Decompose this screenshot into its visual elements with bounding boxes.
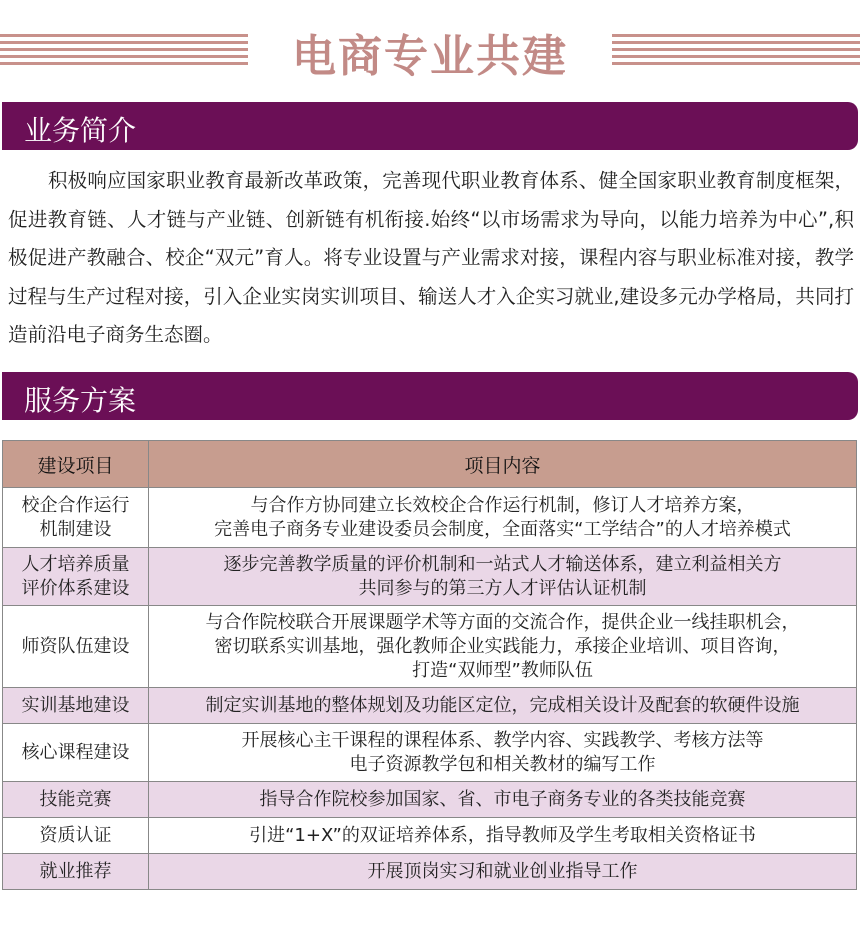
project-name-line: 核心课程建设 (21, 741, 130, 763)
project-content-line: 开展顶岗实习和就业创业指导工作 (367, 860, 638, 882)
project-content-line: 打造“双师型”教师队伍 (412, 659, 593, 681)
project-content-cell (149, 488, 857, 548)
title-bar (0, 16, 860, 86)
project-name-line: 人才培养质量 (21, 553, 130, 575)
project-content-cell (149, 818, 857, 854)
project-name-cell (3, 782, 149, 818)
intro-paragraph: 积极响应国家职业教育最新改革政策，完善现代职业教育体系、健全国家职业教育制度框架，促进教育链、人才链与产业链、创新链有机衔接.始终“以市场需求为导向，以能力培养为中心”,积极促进产教融合、校企“双元”育人。将专业设置与产业需求对接，课程内容与职业标准对接，教学过程与生产过程对接，引入企业实岗实训项目、输送人才入企实习就业,建设多元办学格局，共同打造前沿电子商务生态圈。 (8, 169, 854, 346)
service-section-header (2, 372, 858, 420)
project-content-line: 完善电子商务专业建设委员会制度，全面落实“工学结合”的人才培养模式 (214, 518, 791, 540)
header-content: 项目内容 (149, 441, 857, 488)
project-name-cell (3, 854, 149, 890)
page-title: 电商专业共建 (292, 31, 568, 82)
project-name-cell (3, 548, 149, 606)
project-content-line: 制定实训基地的整体规划及功能区定位，完成相关设计及配套的软硬件设施 (205, 694, 800, 716)
table-row (3, 548, 857, 606)
project-name-line: 校企合作运行 (21, 494, 130, 516)
header-project: 建设项目 (3, 441, 149, 488)
title-decoration-right (612, 34, 860, 66)
project-name-line: 资质认证 (39, 824, 112, 846)
project-name-cell (3, 488, 149, 548)
project-name-line: 就业推荐 (39, 860, 112, 882)
project-content-cell (149, 854, 857, 890)
intro-section-header (2, 102, 858, 150)
service-table (2, 440, 857, 890)
project-name-cell (3, 818, 149, 854)
table-body (3, 488, 857, 890)
project-content-cell (149, 548, 857, 606)
project-name-line: 评价体系建设 (21, 577, 130, 599)
intro-section-title: 业务简介 (24, 114, 137, 147)
project-content-line: 与合作院校联合开展课题学术等方面的交流合作，提供企业一线挂职机会， (205, 611, 800, 633)
table-row (3, 854, 857, 890)
project-name-line: 技能竞赛 (39, 788, 112, 810)
project-content-cell (149, 724, 857, 782)
table-row (3, 606, 857, 688)
project-name-cell (3, 688, 149, 724)
project-content-line: 指导合作院校参加国家、省、市电子商务专业的各类技能竞赛 (259, 788, 746, 810)
project-name-cell (3, 724, 149, 782)
table-row (3, 782, 857, 818)
project-content-cell (149, 688, 857, 724)
project-content-cell (149, 782, 857, 818)
project-content-line: 电子资源教学包和相关教材的编写工作 (349, 753, 656, 775)
project-content-line: 逐步完善教学质量的评价机制和一站式人才输送体系，建立利益相关方 (223, 553, 782, 575)
project-name-line: 实训基地建设 (21, 694, 130, 716)
table-row (3, 818, 857, 854)
project-content-line: 开展核心主干课程的课程体系、教学内容、实践教学、考核方法等 (241, 729, 764, 751)
project-name-line: 机制建设 (39, 518, 112, 540)
project-name-cell (3, 606, 149, 688)
project-content-line: 与合作方协同建立长效校企合作运行机制，修订人才培养方案， (250, 494, 755, 516)
project-content-line: 共同参与的第三方人才评估认证机制 (358, 577, 647, 599)
table-row (3, 488, 857, 548)
table-header-row (3, 441, 857, 488)
table-row (3, 688, 857, 724)
table-row (3, 724, 857, 782)
project-content-line: 引进“1+X”的双证培养体系，指导教师及学生考取相关资格证书 (249, 824, 756, 846)
service-section-title: 服务方案 (24, 384, 137, 417)
project-content-cell (149, 606, 857, 688)
project-content-line: 密切联系实训基地，强化教师企业实践能力，承接企业培训、项目咨询， (214, 635, 791, 657)
project-name-line: 师资队伍建设 (21, 635, 130, 657)
